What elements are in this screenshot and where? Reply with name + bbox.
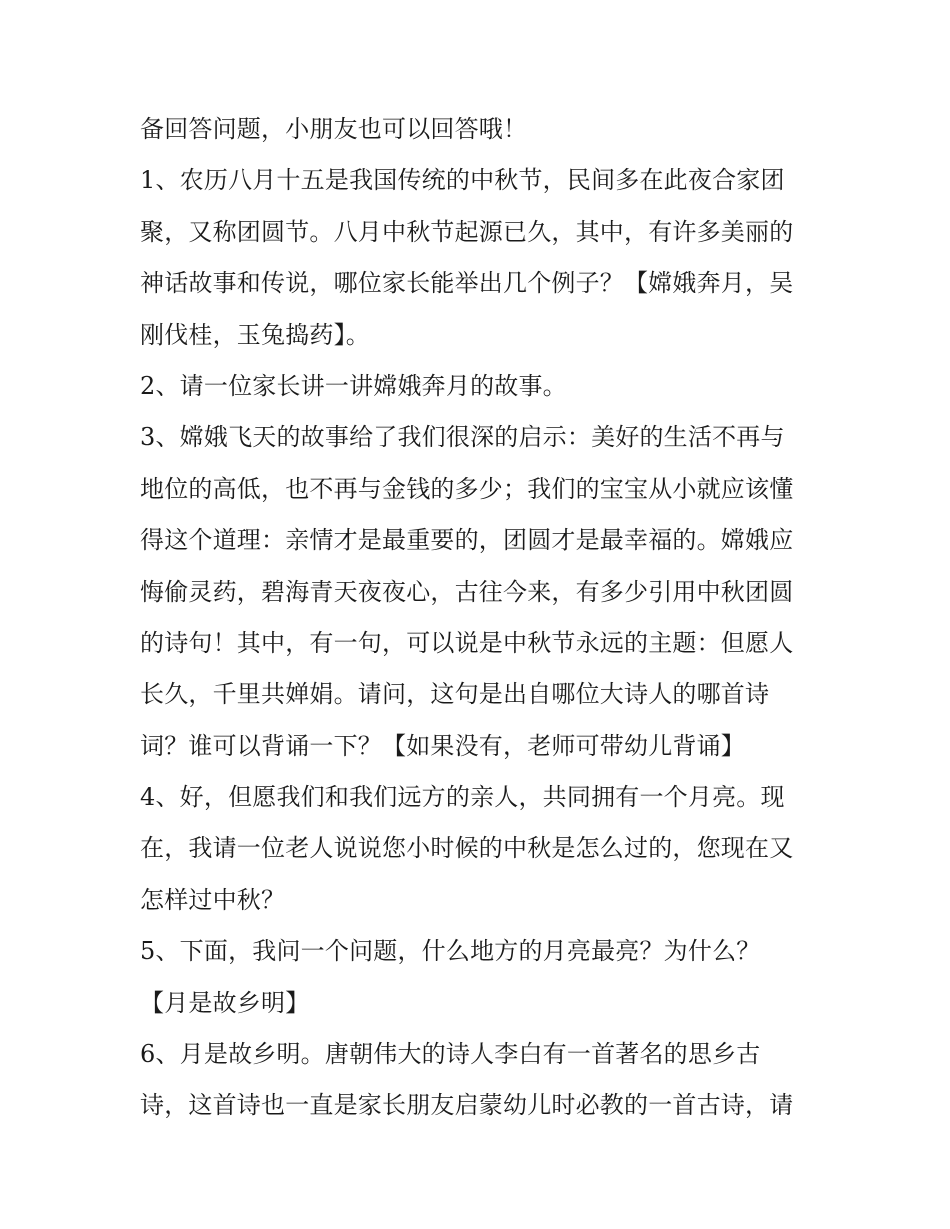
text-line: 神话故事和传说，哪位家长能举出几个例子？【嫦娥奔月，吴 <box>140 269 794 298</box>
text-line: 6、月是故乡明。唐朝伟大的诗人李白有一首著名的思乡古 <box>140 1040 761 1069</box>
text-line: 怎样过中秋？ <box>140 885 286 914</box>
text-line: 得这个道理：亲情才是最重要的，团圆才是最幸福的。嫦娥应 <box>140 526 794 555</box>
text-line: 1、农历八月十五是我国传统的中秋节，民间多在此夜合家团 <box>140 166 785 195</box>
text-line: 2、请一位家长讲一讲嫦娥奔月的故事。 <box>140 371 567 400</box>
text-line: 长久，千里共婵娟。请问，这句是出自哪位大诗人的哪首诗 <box>140 680 770 709</box>
text-line: 【月是故乡明】 <box>140 988 310 1017</box>
text-line: 聚，又称团圆节。八月中秋节起源已久，其中，有许多美丽的 <box>140 217 794 246</box>
text-line: 悔偷灵药，碧海青天夜夜心，古往今来，有多少引用中秋团圆 <box>140 577 794 606</box>
text-line: 在，我请一位老人说说您小时候的中秋是怎么过的，您现在又 <box>140 834 794 863</box>
text-line: 地位的高低，也不再与金钱的多少；我们的宝宝从小就应该懂 <box>140 474 794 503</box>
text-line: 3、嫦娥飞天的故事给了我们很深的启示：美好的生活不再与 <box>140 423 785 452</box>
text-line: 5、下面，我问一个问题，什么地方的月亮最亮？为什么？ <box>140 937 761 966</box>
document-body <box>140 104 820 1132</box>
text-line: 4、好，但愿我们和我们远方的亲人，共同拥有一个月亮。现 <box>140 783 785 812</box>
text-line: 诗，这首诗也一直是家长朋友启蒙幼儿时必教的一首古诗，请 <box>140 1091 794 1120</box>
text-line: 的诗句！其中，有一句，可以说是中秋节永远的主题：但愿人 <box>140 628 794 657</box>
text-line: 刚伐桂，玉兔捣药】。 <box>140 320 370 349</box>
text-line: 备回答问题，小朋友也可以回答哦！ <box>140 115 528 143</box>
text-line: 词？谁可以背诵一下？【如果没有，老师可带幼儿背诵】 <box>140 731 745 760</box>
